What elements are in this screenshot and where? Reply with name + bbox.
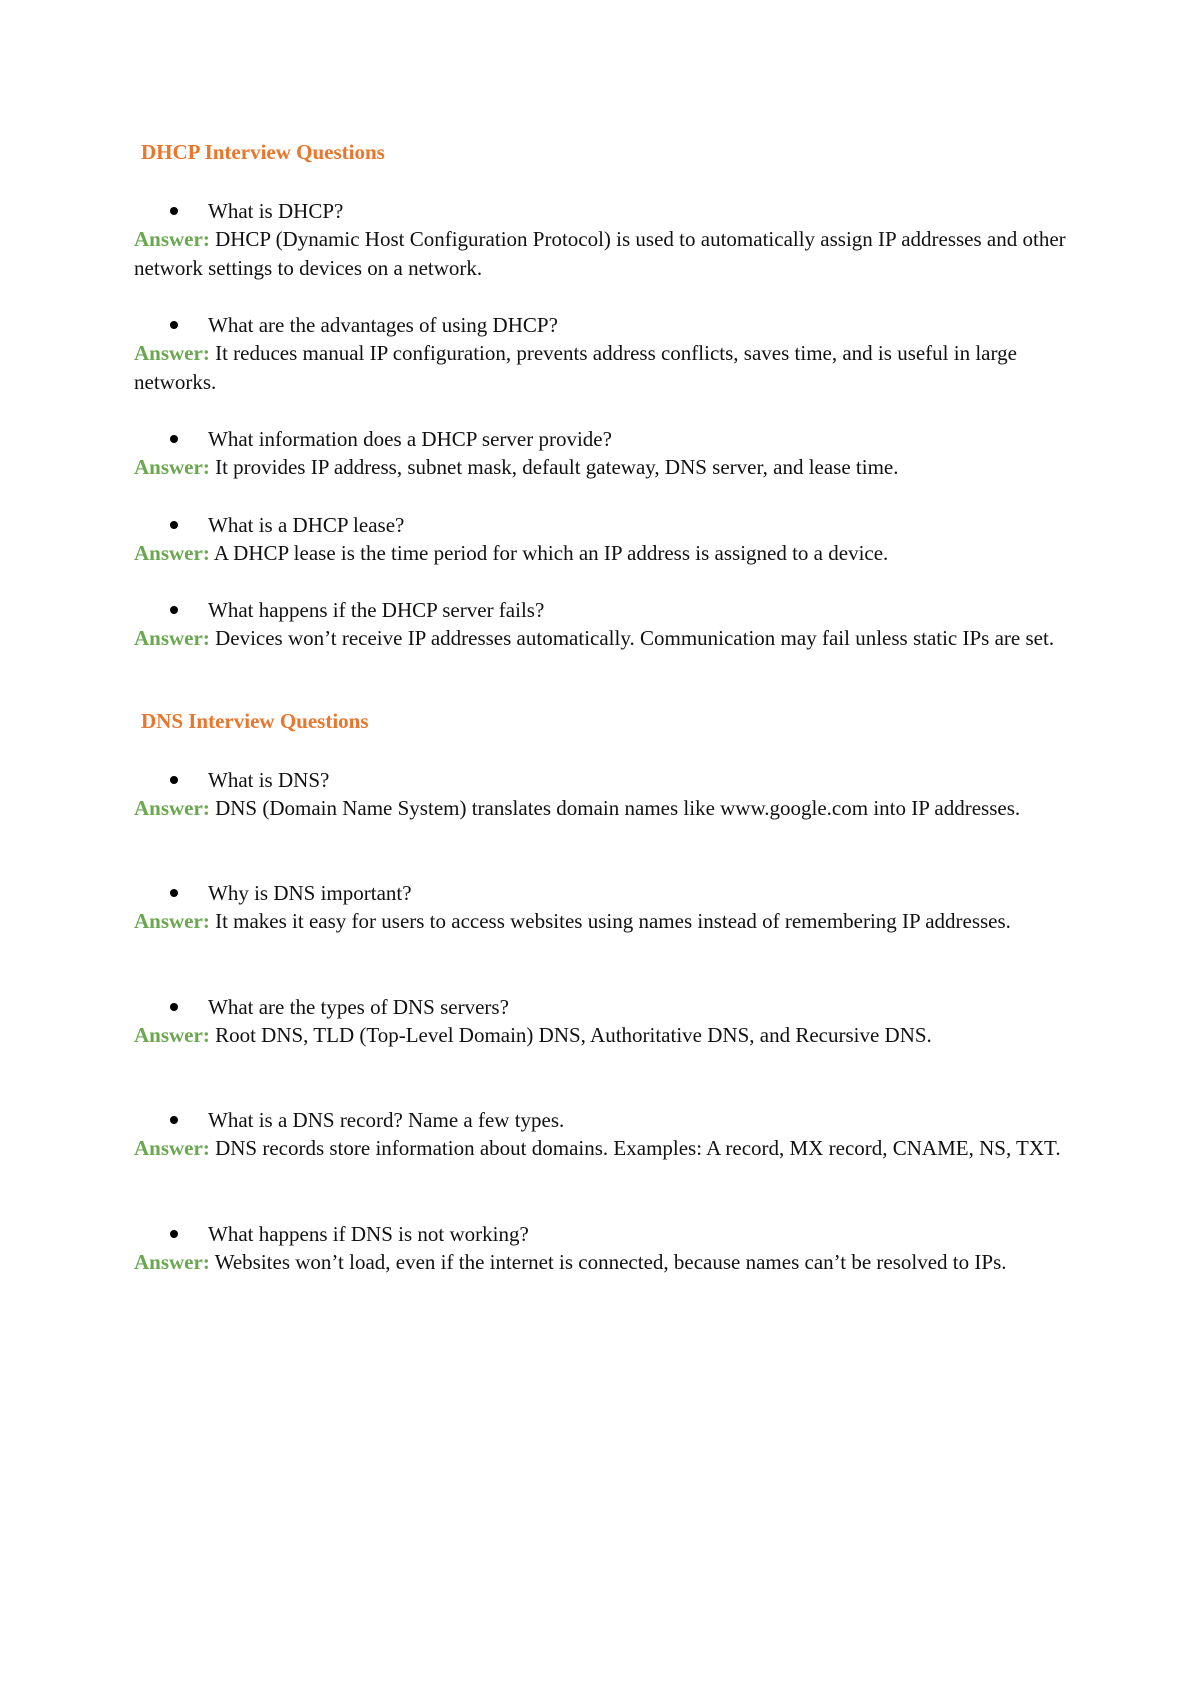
question [134,879,1074,907]
question-text: What is DHCP? [208,199,344,223]
bullet-icon [170,207,178,215]
bullet-icon [170,1116,178,1124]
dns-qa-4 [134,1106,1074,1163]
answer-text: It provides IP address, subnet mask, default gateway, DNS server, and lease time. [215,455,899,479]
question-text: What are the types of DNS servers? [208,995,509,1019]
dns-section-title: DNS Interview Questions [141,709,369,733]
answer-text: It makes it easy for users to access websites using names instead of remembering IP addresses. [215,909,1011,933]
answer-label: Answer: [134,341,210,365]
question [134,311,1074,339]
question-text: What is a DNS record? Name a few types. [208,1108,565,1132]
answer [134,453,1074,482]
question [134,596,1074,624]
question [134,197,1074,225]
answer-label: Answer: [134,909,210,933]
answer-text: A DHCP lease is the time period for which an IP address is assigned to a device. [213,541,889,565]
dhcp-qa-3 [134,425,1074,482]
answer-label: Answer: [134,1023,210,1047]
question [134,425,1074,453]
answer [134,907,1074,936]
dns-qa-5 [134,1220,1074,1277]
answer-label: Answer: [134,796,210,820]
bullet-icon [170,1003,178,1011]
answer [134,1021,1074,1050]
answer [134,539,1074,568]
answer [134,1134,1074,1163]
dhcp-qa-2 [134,311,1074,396]
bullet-icon [170,435,178,443]
answer [134,794,1074,823]
answer [134,1248,1074,1277]
dhcp-section-title: DHCP Interview Questions [141,140,385,164]
answer-text: DNS (Domain Name System) translates domain names like www.google.com into IP addresses. [215,796,1021,820]
answer [134,624,1074,653]
bullet-icon [170,321,178,329]
answer-label: Answer: [134,1136,210,1160]
answer-label: Answer: [134,227,210,251]
answer-text: Websites won’t load, even if the internet is connected, because names can’t be resolved to IPs. [214,1250,1007,1274]
question-text: What happens if DNS is not working? [208,1222,529,1246]
answer-text: DNS records store information about domains. Examples: A record, MX record, CNAME, NS, TXT. [215,1136,1061,1160]
question [134,766,1074,794]
question-text: What happens if the DHCP server fails? [208,598,545,622]
answer-label: Answer: [134,541,210,565]
question-text: What are the advantages of using DHCP? [208,313,558,337]
answer [134,339,1074,396]
bullet-icon [170,1230,178,1238]
dhcp-qa-5 [134,596,1074,653]
question-text: What information does a DHCP server provide? [208,427,612,451]
answer-label: Answer: [134,455,210,479]
bullet-icon [170,889,178,897]
answer-label: Answer: [134,1250,210,1274]
dhcp-qa-4 [134,511,1074,568]
dns-qa-2 [134,879,1074,936]
dns-qa-3 [134,993,1074,1050]
answer [134,225,1074,282]
answer-label: Answer: [134,626,210,650]
question-text: Why is DNS important? [208,881,412,905]
bullet-icon [170,776,178,784]
question [134,511,1074,539]
question [134,1220,1074,1248]
answer-text: Root DNS, TLD (Top-Level Domain) DNS, Authoritative DNS, and Recursive DNS. [215,1023,932,1047]
dhcp-qa-1 [134,197,1074,282]
answer-text: DHCP (Dynamic Host Configuration Protocol) is used to automatically assign IP addresses and other network settings to devices on a network. [134,227,1066,280]
bullet-icon [170,606,178,614]
dns-qa-1 [134,766,1074,823]
answer-text: It reduces manual IP configuration, prevents address conflicts, saves time, and is useful in large networks. [134,341,1017,394]
question [134,1106,1074,1134]
answer-text: Devices won’t receive IP addresses automatically. Communication may fail unless static IPs are set. [215,626,1055,650]
question [134,993,1074,1021]
question-text: What is a DHCP lease? [208,513,405,537]
question-text: What is DNS? [208,768,330,792]
bullet-icon [170,521,178,529]
